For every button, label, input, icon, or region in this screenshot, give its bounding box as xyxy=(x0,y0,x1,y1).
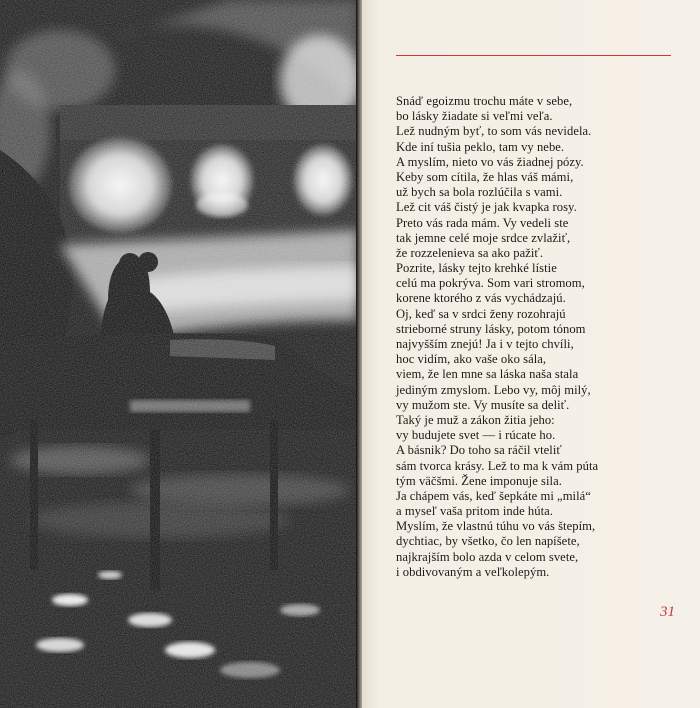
poem-line: A básnik? Do toho sa ráčil vteliť xyxy=(396,443,562,458)
poem-line: Keby som cítila, že hlas váš mámi, xyxy=(396,169,574,184)
poem-text xyxy=(396,94,686,580)
poem-line: že rozzelenieva sa ako pažiť. xyxy=(396,245,544,260)
poem-line: Taký je muž a zákon žitia jeho: xyxy=(396,412,555,427)
poem-line: Pozrite, lásky tejto krehké lístie xyxy=(396,261,557,276)
poem-line: korene ktorého z vás vychádzajú. xyxy=(396,291,566,306)
poem-line: Oj, keď sa v srdci ženy rozohrajú xyxy=(396,306,566,321)
poem-line: i obdivovaným a veľkolepým. xyxy=(396,564,550,579)
poem-line: vy budujete svet — i rúcate ho. xyxy=(396,428,556,443)
poem-line: sám tvorca krásy. Lež to ma k vám púta xyxy=(396,458,599,473)
poem-line: vy mužom ste. Vy musíte sa deliť. xyxy=(396,397,570,412)
poem-line: bo lásky žiadate si veľmi veľa. xyxy=(396,109,553,124)
poem-line: už bych sa bola rozlúčila s vami. xyxy=(396,185,563,200)
poem-line: Myslím, že vlastnú túhu vo vás štepím, xyxy=(396,519,596,534)
red-divider-rule xyxy=(396,55,671,56)
poem-line: tým väčšmi. Žene imponuje sila. xyxy=(396,473,562,488)
poem-line: najkrajším bolo azda v celom svete, xyxy=(396,549,579,564)
poem-line: najvyšším znejú! Ja i v tejto chvíli, xyxy=(396,337,574,351)
poem-line: Preto vás rada mám. Vy vedeli ste xyxy=(396,215,569,230)
poem-line: dychtiac, by všetko, čo len napíšete, xyxy=(396,534,580,549)
poem-line: strieborné struny lásky, potom tónom xyxy=(396,321,586,336)
poem-line: celú ma pokrýva. Som vari stromom, xyxy=(396,276,585,291)
poem-line: Lež cit váš čistý je jak kvapka rosy. xyxy=(396,200,577,215)
poem-line: viem, že len mne sa láska naša stala xyxy=(396,367,579,382)
poem-line: jediným zmyslom. Lebo vy, môj milý, xyxy=(396,382,591,397)
poem-line: Ja chápem vás, keď šepkáte mi „milá“ xyxy=(396,488,591,503)
poem-line: Snáď egoizmu trochu máte v sebe, xyxy=(396,94,573,108)
poem-line: a myseľ vaša pritom inde húta. xyxy=(396,504,554,519)
poem-line: Lež nudným byť, to som vás nevidela. xyxy=(396,124,592,139)
poem-line: hoc vidím, ako vaše oko sála, xyxy=(396,352,547,367)
poem-line: A myslím, nieto vo vás žiadnej pózy. xyxy=(396,154,584,169)
text-page xyxy=(362,0,700,708)
poem-line: tak jemne celé moje srdce zvlažiť, xyxy=(396,230,571,245)
poem-line: Kde iní tušia peklo, tam vy nebe. xyxy=(396,139,565,154)
page-number: 31 xyxy=(660,604,675,620)
